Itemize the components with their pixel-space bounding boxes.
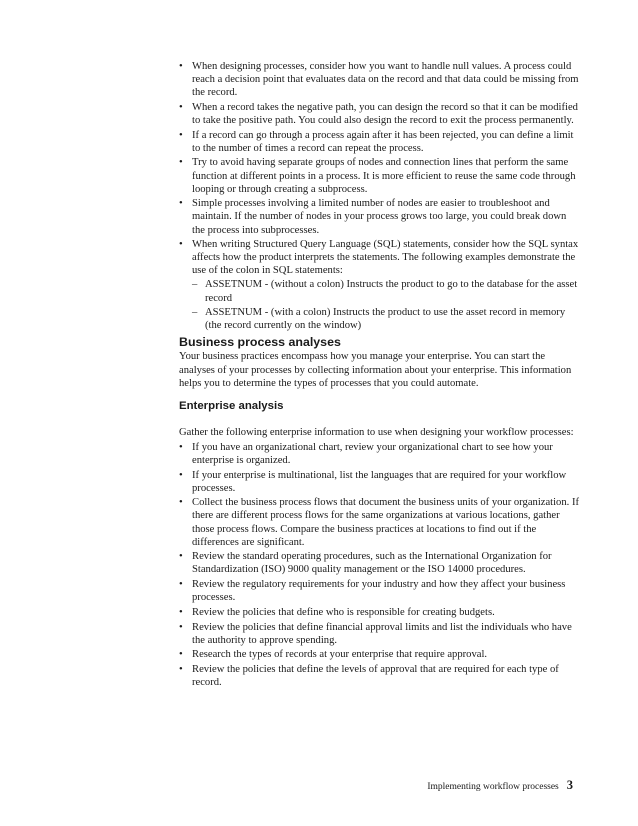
bullet-glyph: • [179,579,183,591]
list-item-text: Review the standard operating procedures, such as the International Organization for Standardization (ISO) 9000 quality management or the ISO 14000 procedures. [192,551,552,576]
section-paragraph: Your business practices encompass how you manage your enterprise. You can start the analyses of your processes by collecting information about your enterprise. This information helps you to determine the types of processes that you could automate. [179,351,572,389]
list-item [179,197,579,236]
list-item-text: Review the policies that define financial approval limits and list the individuals who have the authority to approve spending. [192,621,572,646]
list-item [179,621,579,647]
dash-glyph: – [192,307,198,319]
list-item [179,469,579,495]
list-item-text: Research the types of records at your enterprise that require approval. [192,649,488,661]
design-tips-list [179,60,579,332]
list-item-text: Review the policies that define the levels of approval that are required for each type of record. [192,664,559,689]
sql-examples-list [192,278,579,332]
list-item [179,101,579,127]
list-item-text: Review the policies that define who is responsible for creating budgets. [192,606,495,618]
footer-chapter-title: Implementing workflow processes [427,782,559,792]
list-item [179,60,579,99]
bullet-glyph: • [179,441,183,453]
list-item [179,578,579,604]
page-footer [427,778,573,793]
bullet-glyph: • [179,551,183,563]
section-heading: Business process analyses [179,335,341,350]
list-item [179,441,579,467]
list-item [179,238,579,332]
sub-list-item [192,306,579,332]
list-item-text: When designing processes, consider how you want to handle null values. A process could reach a decision point that evaluates data on the record and that data could be missing from the record. [192,61,579,99]
bullet-glyph: • [179,606,183,618]
bullet-glyph: • [179,621,183,633]
list-item [179,648,579,661]
list-item-text: When a record takes the negative path, you can design the record so that it can be modified to take the positive path. You could also design the record to exit the process permanently. [192,101,578,126]
list-item-text: If you have an organizational chart, review your organizational chart to see how your enterprise is organized. [192,441,553,466]
bullet-glyph: • [179,239,183,251]
list-item-text: If your enterprise is multinational, list the languages that are required for your workflow processes. [192,469,567,494]
list-item [179,129,579,155]
list-item-text: When writing Structured Query Language (SQL) statements, consider how the SQL syntax affects how the product interprets the statements. The following examples demonstrate the use of the colon in SQL statements: [192,239,579,277]
list-item [179,550,579,576]
bullet-glyph: • [179,129,183,141]
list-item-text: Try to avoid having separate groups of nodes and connection lines that perform the same function at different points in a process. It is more efficient to reuse the same code through looping or through creating a subprocess. [192,157,576,195]
document-page [179,60,579,691]
page-number: 3 [566,778,573,792]
bullet-glyph: • [179,649,183,661]
enterprise-info-list [179,441,579,689]
list-item [179,496,579,548]
list-item-text: Collect the business process flows that document the business units of your organization. If there are different process flows for the same organizations at various locations, gather those process flows. Compare the business practices at locations to find out if the differences are significant. [192,497,579,548]
bullet-glyph: • [179,101,183,113]
list-item [179,156,579,195]
bullet-glyph: • [179,497,183,509]
sub-list-item [192,278,579,304]
bullet-glyph: • [179,157,183,169]
subsection-heading: Enterprise analysis [179,399,284,412]
dash-glyph: – [192,279,198,291]
bullet-glyph: • [179,198,183,210]
list-item [179,606,579,619]
list-item [179,663,579,689]
subsection-intro: Gather the following enterprise information to use when designing your workflow processes: [179,426,574,438]
sub-list-item-text: ASSETNUM - (without a colon) Instructs the product to go to the database for the asset record [205,279,578,304]
bullet-glyph: • [179,469,183,481]
sub-list-item-text: ASSETNUM - (with a colon) Instructs the product to use the asset record in memory (the record currently on the window) [205,307,566,332]
list-item-text: If a record can go through a process again after it has been rejected, you can define a limit to the number of times a record can repeat the process. [192,129,574,154]
list-item-text: Review the regulatory requirements for your industry and how they affect your business processes. [192,579,566,604]
list-item-text: Simple processes involving a limited number of nodes are easier to troubleshoot and maintain. If the number of nodes in your process grows too large, you could break down the process into subprocesses. [192,198,567,236]
bullet-glyph: • [179,61,183,72]
bullet-glyph: • [179,664,183,676]
